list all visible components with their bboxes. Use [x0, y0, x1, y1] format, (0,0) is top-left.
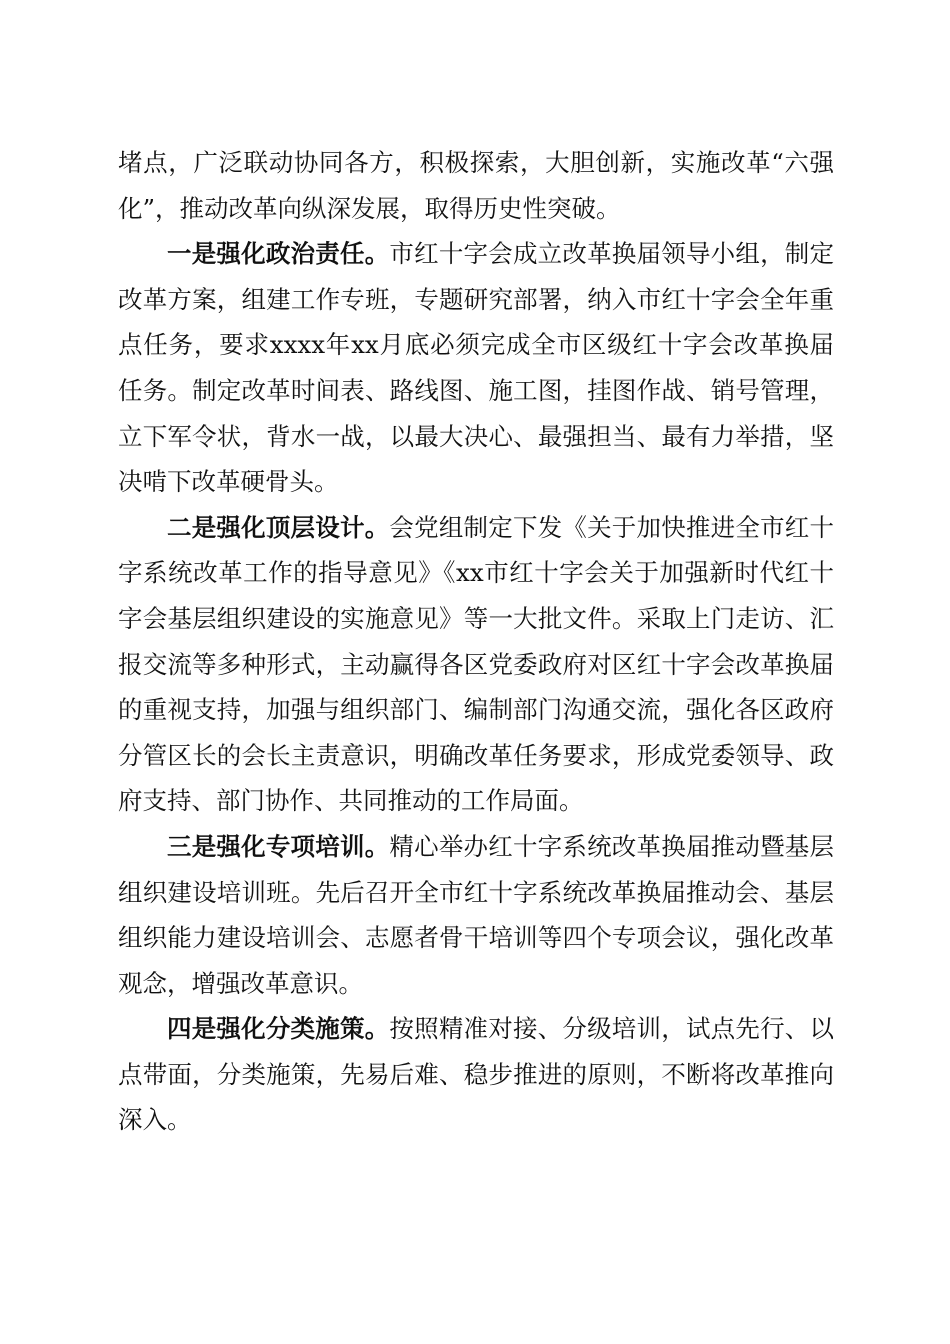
paragraph-text: 会党组制定下发《关于加快推进全市红十字系统改革工作的指导意见》《xx市红十字会关于加强新时代红十字会基层组织建设的实施意见》等一大批文件。采取上门走访、汇报交流等多种形式，主动赢得各区党委政府对区红十字会改革换届的重视支持，加强与组织部门、编制部门沟通交流，强化各区政府分管区长的会长主责意识，明确改革任务要求，形成党委领导、政府支持、部门协作、共同推动的工作局面。: [118, 512, 835, 816]
paragraph-text: 按照精准对接、分级培训，试点先行、以点带面，分类施策，先易后难、稳步推进的原则，不断将改革推向深入。: [118, 1014, 835, 1135]
paragraph-text: 精心举办红十字系统改革换届推动暨基层组织建设培训班。先后召开全市红十字系统改革换届推动会、基层组织能力建设培训会、志愿者骨干培训等四个专项会议，强化改革观念，增强改革意识。: [118, 831, 835, 998]
paragraph-text: 市红十字会成立改革换届领导小组，制定改革方案，组建工作专班，专题研究部署，纳入市红十字会全年重点任务，要求xxxx年xx月底必须完成全市区级红十字会改革换届任务。制定改革时间表、路线图、施工图，挂图作战、销号管理，立下军令状，背水一战，以最大决心、最强担当、最有力举措，坚决啃下改革硬骨头。: [118, 239, 835, 497]
paragraph-text: 堵点，广泛联动协同各方，积极探索，大胆创新，实施改革“六强化”，推动改革向纵深发展，取得历史性突破。: [118, 148, 834, 223]
paragraph-top-level-design: [118, 505, 834, 824]
paragraph-heading: 四是强化分类施策。: [167, 1014, 390, 1044]
paragraph-special-training: [118, 824, 834, 1006]
document-body: [118, 140, 834, 1143]
paragraph-political-responsibility: [118, 231, 834, 505]
paragraph-classified-measures: [118, 1006, 834, 1143]
paragraph-heading: 二是强化顶层设计。: [167, 512, 390, 542]
paragraph-continuation: [118, 140, 834, 231]
paragraph-heading: 三是强化专项培训。: [167, 831, 390, 861]
paragraph-heading: 一是强化政治责任。: [167, 239, 390, 269]
